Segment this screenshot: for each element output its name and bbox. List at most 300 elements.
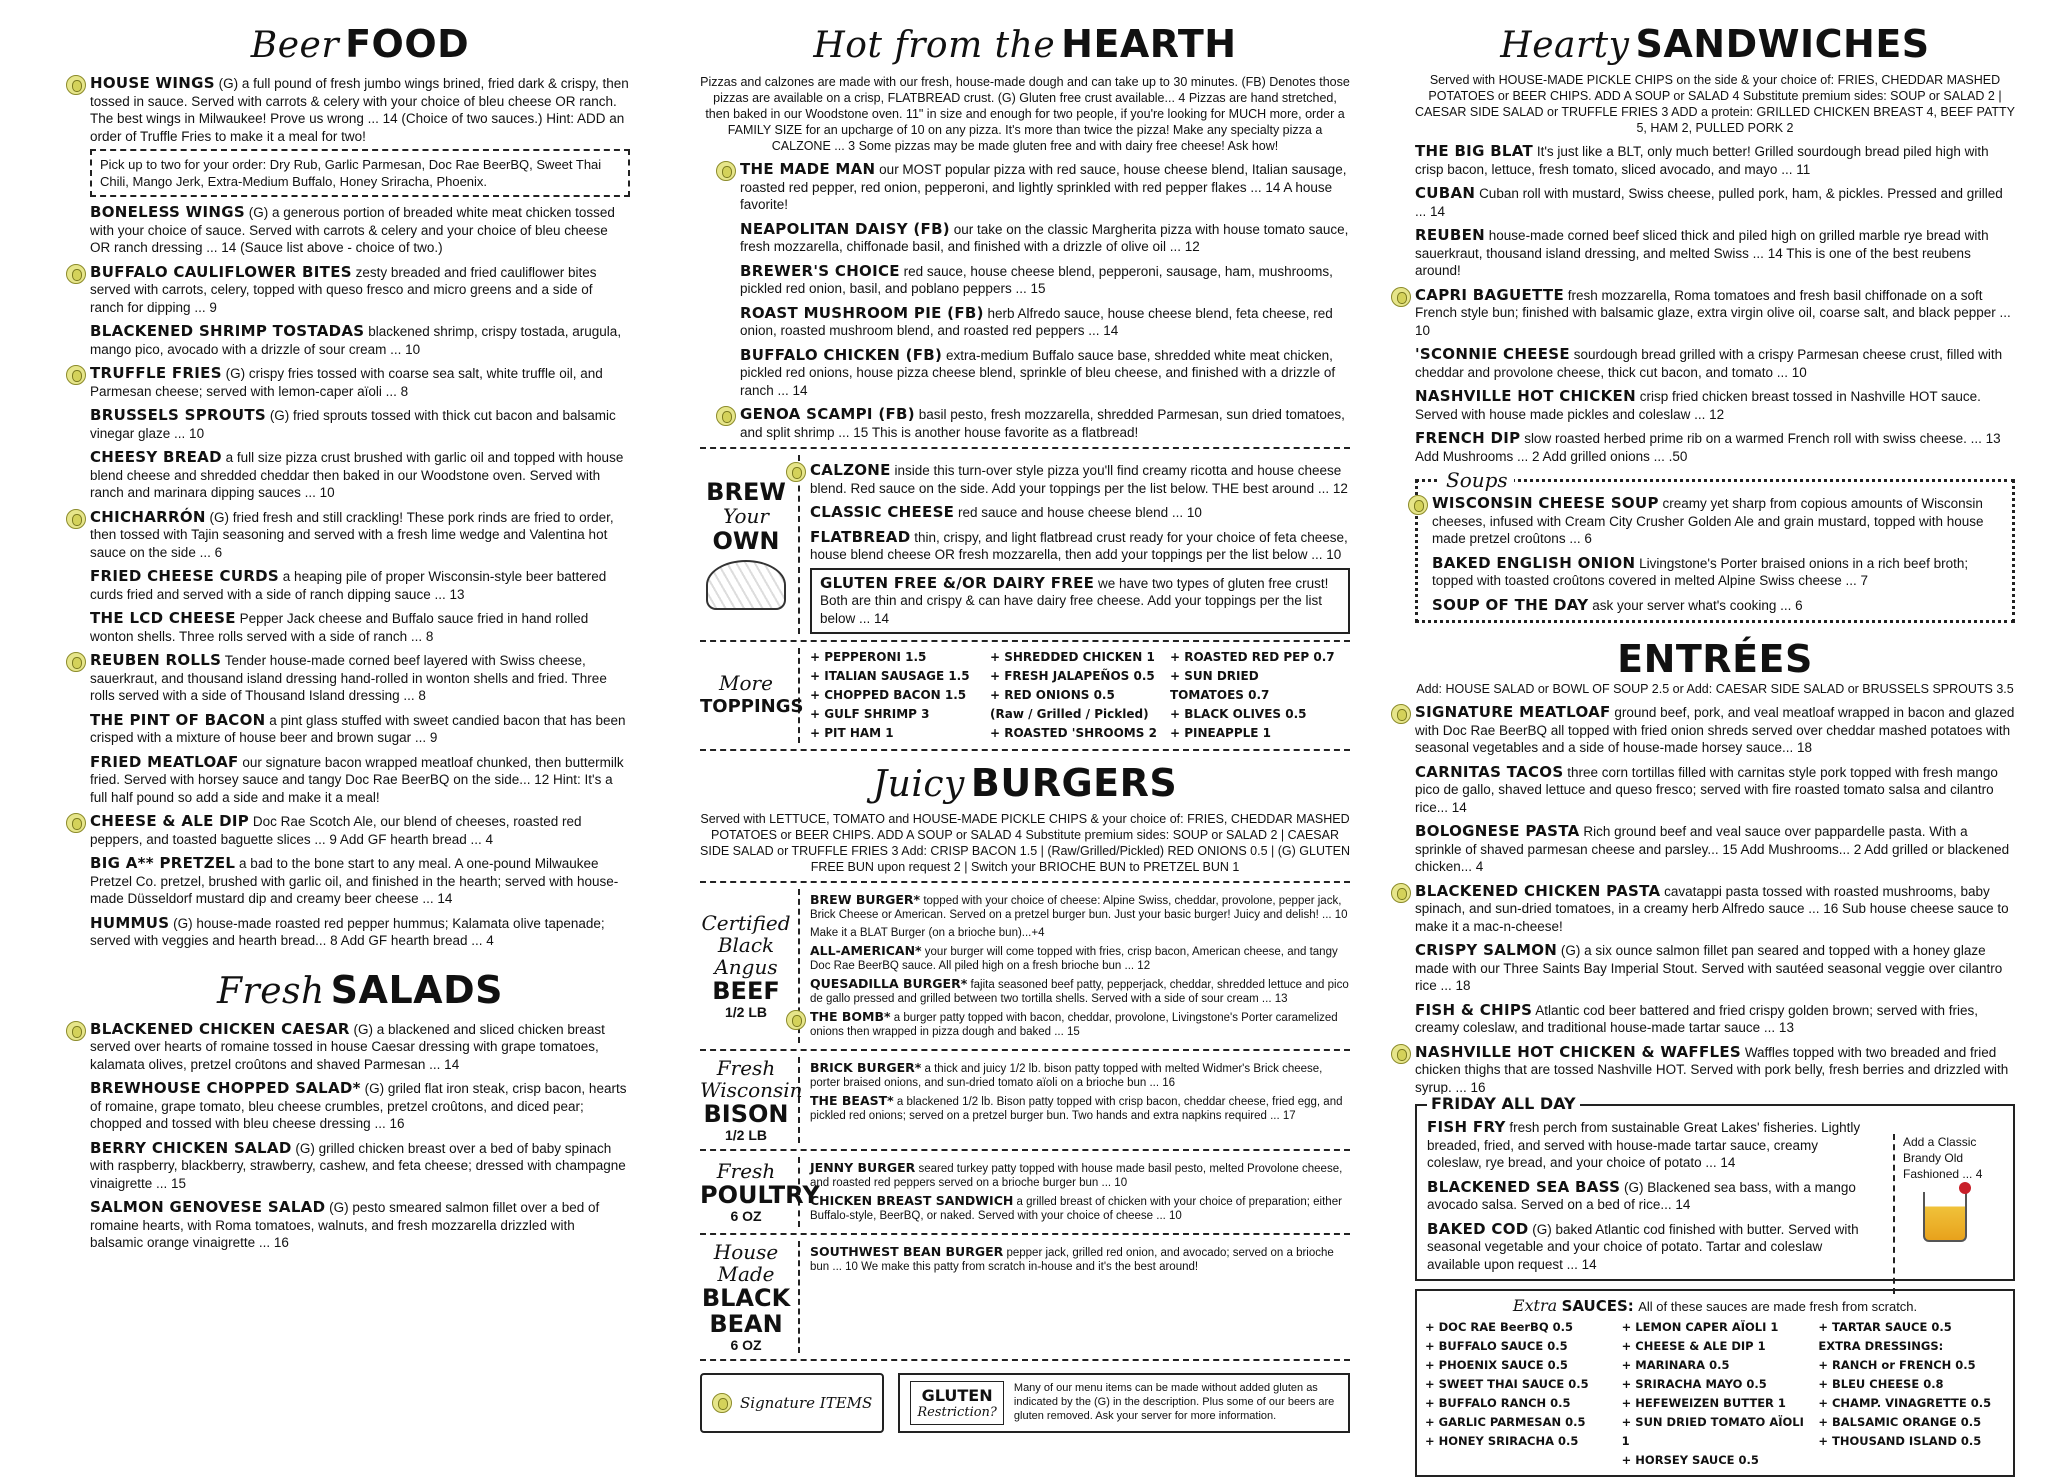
legend-row — [700, 1373, 1350, 1433]
menu-item-description: our take on the classic Margherita pizza with house tomato sauce, fresh mozzarella, chiffonade basil, and finished with a drizzle of olive oil ... 12 — [740, 221, 1349, 254]
byo-list — [810, 462, 1350, 564]
burger-group-items — [810, 1157, 1350, 1227]
menu-item — [90, 855, 630, 908]
burger-group-label-text: House Made — [713, 1240, 779, 1286]
menu-item-name: CHICKEN BREAST SANDWICH — [810, 1193, 1014, 1208]
menu-item-description: (G) griled flat iron steak, crisp bacon, hearts of romaine, grape tomato, bleu cheese crumbles, pretzel croûtons, and diced pear; chopped and tossed with bleu cheese dressing ... 16 — [90, 1081, 627, 1131]
menu-item-name: FRIED MEATLOAF — [90, 752, 239, 771]
menu-item-name: CAPRI BAGUETTE — [1415, 285, 1564, 304]
toppings-col — [810, 648, 990, 743]
menu-item-description: (G) fried sprouts tossed with thick cut bacon and balsamic vinegar glaze ... 10 — [90, 408, 616, 441]
menu-item-name: THE MADE MAN — [740, 160, 876, 178]
hearth-note: Pizzas and calzones are made with our fresh, house-made dough and can take up to 30 minutes. (FB) Denotes those pizzas are available on a crisp, FLATBREAD crust. (G) Gluten free crust available... 4 Pizzas are hand stretched, then baked in our Woodstone oven. 11" in size and enough for two people, if you're looking for MUCH more, order a FAMILY SIZE for an upcharge of 10 on any pizza. It's more than twice the pizza! Make any specialty pizza a CALZONE ... 3 Some pizzas may be made gluten free and with dairy free cheese! Ask how! — [700, 75, 1350, 153]
menu-item-description: creamy yet sharp from copious amounts of Wisconsin cheeses, infused with Cream City Crusher Golden Ale and grain mustard, topped with house made pretzel croûtons ... 6 — [1432, 496, 1984, 546]
menu-item — [90, 204, 630, 257]
menu-item-name: QUESADILLA BURGER* — [810, 976, 968, 991]
menu-item — [1415, 143, 2015, 178]
sandwiches-note: Served with HOUSE-MADE PICKLE CHIPS on the side & your choice of: FRIES, CHEDDAR MASHED POTATOES or BEER CHIPS. ADD A SOUP or SALAD 4 Substitute premium sides: SOUP or SALAD 2 | CAESAR SIDE SALAD or TRUFFLE FRIES 3 ADD a protein: GRILLED CHICKEN BREAST 4, BEEF PATTY 5, HAM 2, PULLED PORK 2 — [1415, 73, 2015, 135]
old-fashioned-addon: Add a Classic Brandy Old Fashioned ... 4 — [1893, 1134, 2003, 1294]
sauces-grid — [1425, 1318, 2005, 1470]
menu-item-description: fresh perch from sustainable Great Lakes' fisheries. Lightly breaded, fried, and served with house-made tartar sauce, creamy coleslaw, rye bread, and your choice of potato ... 14 — [1427, 1120, 1861, 1170]
menu-item-name: BREWER'S CHOICE — [740, 261, 900, 280]
menu-item-name: FISH & CHIPS — [1415, 1000, 1533, 1019]
menu-item-description: a heaping pile of proper Wisconsin-style beer battered curds fried and served with a side of ranch dipping sauce ... 13 — [90, 569, 607, 602]
burger-group — [700, 1057, 1350, 1143]
menu-item — [1415, 883, 2015, 936]
menu-item — [1415, 704, 2015, 757]
gluten-label: GLUTEN Restriction? — [910, 1381, 1004, 1425]
burgers-title: Juicy BURGERS — [872, 761, 1178, 805]
menu-item-description: fajita seasoned beef patty, pepperjack, cheddar, shredded lettuce and pico de gallo pressed and grilled between two tortilla shells. Served with a side of sour cream ... 13 — [810, 979, 1349, 1005]
topping-item: + RED ONIONS 0.5 — [990, 688, 1115, 702]
menu-item-name: NASHVILLE HOT CHICKEN & WAFFLES — [1415, 1042, 1742, 1061]
signature-legend: Signature ITEMS — [700, 1373, 884, 1433]
menu-item-name: NASHVILLE HOT CHICKEN — [1415, 387, 1636, 405]
menu-item — [740, 263, 1350, 298]
menu-item-description: Rich ground beef and veal sauce over pappardelle pasta. With a sprinkle of shaved parmesan cheese and parsley... 15 Add Mushrooms... 2 Add grilled or blackened chicken... 4 — [1415, 824, 2010, 874]
menu-item — [810, 977, 1350, 1006]
menu-item — [810, 1245, 1350, 1274]
menu-item-name: FRIED CHEESE CURDS — [90, 567, 280, 585]
menu-item-name: REUBEN ROLLS — [90, 651, 222, 669]
menu-item-description: pepper jack, grilled red onion, and avocado; served on a brioche bun ... 10 We make this patty from scratch in-house and it's the best around! — [810, 1247, 1334, 1273]
toppings-col — [1170, 648, 1350, 743]
sauces-box — [1415, 1289, 2015, 1477]
topping-item: + PEPPERONI 1.5 — [810, 650, 927, 664]
burger-group-label-text: Fresh — [716, 1056, 776, 1080]
menu-item-description: Make it a BLAT Burger (on a brioche bun)...+4 — [810, 927, 1045, 939]
burger-group-label-text: POULTRY — [700, 1181, 820, 1209]
menu-item-description: sourdough bread grilled with a crispy Parmesan cheese crust, filled with cheddar and provolone cheese, thick cut bacon, and tomato ... 10 — [1415, 347, 2003, 380]
menu-item-description: inside this turn-over style pizza you'll find creamy ricotta and house cheese blend. Red sauce on the side. Add your toppings per the list below. THE best around ... 12 — [810, 463, 1348, 496]
menu-item-description: a full size pizza crust brushed with garlic oil and topped with house blend cheese and shredded cheddar then baked in our Woodstone oven. Served with ranch and marinara dipping sauces ... 10 — [90, 450, 624, 500]
burger-group-items — [810, 1057, 1350, 1143]
menu-item — [810, 1161, 1350, 1190]
gluten-free-box: GLUTEN FREE &/OR DAIRY FREE we have two types of gluten free crust! Both are thin and crispy & can have dairy free cheese. Add your toppings per the list below ... 14 — [810, 568, 1350, 635]
sandwiches-list — [1415, 143, 2015, 465]
menu-item-description: (G) a blackened and sliced chicken breast served over hearts of romaine tossed in house Caesar dressing with grape tomatoes, kalamata olives, pretzel croûtons and shaved Parmesan ... 14 — [90, 1021, 605, 1072]
menu-item-name: BREWHOUSE CHOPPED SALAD* — [90, 1079, 361, 1097]
topping-item: + ROASTED RED PEP 0.7 — [1170, 650, 1335, 664]
menu-item-description: (G) Blackened sea bass, with a mango avocado salsa. Served on a bed of rice... 14 — [1427, 1179, 1856, 1212]
menu-item-description: a blackened 1/2 lb. Bison patty topped with crisp bacon, cheddar cheese, fried egg, and pickled red onions; served on a pretzel burger bun. Two hands and extra napkins required ... 17 — [810, 1096, 1343, 1122]
beer-food-title: Beer FOOD — [250, 22, 470, 66]
sauce-item: + THOUSAND ISLAND 0.5 — [1818, 1434, 1982, 1448]
cocktail-glass-icon — [1923, 1192, 1967, 1242]
hop-icon — [66, 509, 86, 529]
burger-group-label-text: 1/2 LB — [724, 1127, 767, 1143]
menu-item-name: CRISPY SALMON — [1415, 941, 1558, 959]
soups-box: Soups WISCONSIN CHEESE SOUP creamy yet sharp from copious amounts of Wisconsin cheeses, infused with Cream City Crusher Golden Ale and grain mustard, topped with house made pretzel croûtons ... 6 BAKED ENGLISH ONION Livingstone's Porter braised onions in a rich beef broth; topped with toasted croûtons covered in melted Alpine Swiss cheese ... 7 SOUP OF THE DAY ask your server what's cooking ... 6 — [1415, 479, 2015, 623]
menu-item-description: your burger will come topped with fries, crisp bacon, American cheese, and tangy Doc Rae BeerBQ sauce. All piled high on a fresh brioche bun ... 12 — [810, 946, 1338, 972]
menu-item-name: BUFFALO CHICKEN (FB) — [740, 345, 943, 364]
burger-group-label — [700, 1241, 800, 1353]
sauce-item: EXTRA DRESSINGS: — [1818, 1339, 1944, 1353]
menu-item-name: ALL-AMERICAN* — [810, 943, 922, 958]
menu-item — [810, 893, 1350, 922]
menu-item — [1415, 823, 2015, 876]
column-beer-food — [90, 0, 630, 1325]
menu-item — [90, 1199, 630, 1252]
menu-item — [90, 449, 630, 502]
menu-item-description: red sauce and house cheese blend ... 10 — [958, 505, 1202, 520]
hop-icon — [66, 75, 86, 95]
menu-item-name: CHICHARRÓN — [90, 507, 206, 526]
menu-item — [740, 161, 1350, 214]
burger-group-label-text: BISON — [703, 1100, 789, 1128]
salads-title: Fresh SALADS — [217, 967, 503, 1012]
menu-item-name: BOLOGNESE PASTA — [1415, 822, 1580, 840]
burger-group-label-text: 6 OZ — [730, 1208, 762, 1224]
menu-item-description: (G) house-made roasted red pepper hummus; Kalamata olive tapenade; served with veggies and hearth bread... 8 Add GF hearth bread ... 4 — [90, 915, 605, 948]
menu-item — [1427, 1119, 1873, 1172]
menu-item — [90, 509, 630, 562]
topping-item: + PIT HAM 1 — [810, 726, 894, 740]
menu-item — [810, 529, 1350, 564]
menu-item — [90, 915, 630, 950]
burgers-note: Served with LETTUCE, TOMATO and HOUSE-MADE PICKLE CHIPS & your choice of: FRIES, CHEDDAR MASHED POTATOES or BEER CHIPS. ADD A SOUP or SALAD 4 Substitute premium sides: SOUP or SALAD 2 | CAESAR SIDE SALAD or TRUFFLE FRIES 3 Add: CRISP BACON 1.5 | (Raw/Grilled/Pickled) RED ONIONS 0.5 | (G) GLUTEN FREE BUN upon request 2 | Switch your BRIOCHE BUN to PRETZEL BUN 1 — [700, 812, 1350, 874]
menu-item-name: BONELESS WINGS — [90, 203, 245, 221]
menu-item-description: a thick and juicy 1/2 lb. bison patty topped with melted Widmer's Brick cheese, porter braised onions, and sun-dried tomato aïoli on a brioche bun ... 16 — [810, 1063, 1323, 1089]
burger-group-label — [700, 1056, 803, 1143]
menu-item-description: herb Alfredo sauce, house cheese blend, feta cheese, red onion, roasted mushroom blend, and roasted red peppers ... 14 — [740, 305, 1333, 338]
menu-item-description: extra-medium Buffalo sauce base, shredded white meat chicken, pickled red onions, house pizza cheese blend, sprinkle of bleu cheese, and finished with a drizzle of ranch ... 14 — [740, 347, 1336, 398]
burger-group-label-text: Fresh — [716, 1159, 776, 1183]
beer-food-list — [90, 75, 630, 950]
hearth-list — [700, 161, 1350, 441]
sandwiches-title: Hearty SANDWICHES — [1500, 22, 1930, 66]
hop-icon — [712, 1393, 732, 1413]
menu-item-name: BIG A** PRETZEL — [90, 854, 236, 872]
menu-item-description: basil pesto, fresh mozzarella, shredded Parmesan, sun dried tomatoes, and split shrimp ... 15 This is another house favorite as a flatbread! — [740, 407, 1345, 440]
sauce-item: + SRIRACHA MAYO 0.5 — [1621, 1377, 1767, 1391]
menu-item-name: SOUTHWEST BEAN BURGER — [810, 1244, 1004, 1259]
topping-item: + CHOPPED BACON 1.5 — [810, 688, 967, 702]
menu-item — [1432, 555, 2002, 590]
entrees-list — [1415, 704, 2015, 1096]
menu-item-name: CLASSIC CHEESE — [810, 503, 955, 521]
toppings-grid — [810, 648, 1350, 743]
menu-item-description: a burger patty topped with bacon, cheddar, provolone, Livingstone's Porter caramelized onions then wrapped in pizza dough and baked ... 15 — [810, 1012, 1338, 1038]
toppings-section — [700, 648, 1350, 743]
cherry-icon — [1959, 1182, 1971, 1194]
menu-item — [810, 504, 1350, 522]
menu-item-name: BLACKENED SEA BASS — [1427, 1177, 1621, 1196]
menu-item — [90, 652, 630, 705]
menu-item-name: BLACKENED CHICKEN PASTA — [1415, 881, 1661, 900]
menu-item-description: Pick up to two for your order: Dry Rub, Garlic Parmesan, Doc Rae BeerBQ, Sweet Thai Chili, Mango Jerk, Extra-Medium Buffalo, Honey Sriracha, Phoenix. — [100, 157, 602, 189]
burger-group-items — [810, 889, 1350, 1043]
byo-label: BREW Your OWN — [700, 455, 800, 634]
menu-item — [1432, 597, 2002, 615]
menu-item-description: (G) a full pound of fresh jumbo wings brined, fried dark & crispy, then tossed in sauce. Served with carrots & celery with your choice of bleu cheese OR ranch. The best wings in Milwaukee! Prove us wrong ... 14 (Choice of two sauces.) Hint: ADD an order of Truffle Fries to make it a meal for two! — [90, 76, 629, 144]
menu-item-name: CHEESY BREAD — [90, 448, 222, 466]
menu-item-description: our signature bacon wrapped meatloaf chunked, then buttermilk fried. Served with horsey sauce and tangy Doc Rae BeerBQ on the side... 12 Hint: It's a full half pound so add a side and make it a meal! — [90, 754, 624, 805]
divider — [700, 1049, 1350, 1051]
menu-item — [1415, 227, 2015, 280]
menu-item-description: fresh mozzarella, Roma tomatoes and fresh basil chiffonade on a soft French style bun; finished with balsamic glaze, extra virgin olive oil, coarse salt, and black pepper ... 10 — [1415, 287, 2011, 338]
menu-item — [740, 221, 1350, 256]
menu-item-name: ROAST MUSHROOM PIE (FB) — [740, 303, 984, 322]
menu-item — [90, 75, 630, 145]
sauce-item: + BLEU CHEESE 0.8 — [1818, 1377, 1944, 1391]
salads-list — [90, 1021, 630, 1252]
sauces-col — [1425, 1318, 1612, 1470]
menu-item-description: Waffles topped with two breaded and fried chicken thighs that are tossed Nashville HOT. Served with pork belly, fresh berries and drizzled with syrup. ... 16 — [1415, 1044, 2009, 1095]
hop-icon — [1408, 495, 1428, 515]
burger-group — [700, 889, 1350, 1043]
menu-item — [90, 264, 630, 317]
menu-item — [90, 1080, 630, 1133]
sauce-item: + SUN DRIED TOMATO AÏOLI 1 — [1621, 1415, 1804, 1448]
menu-item-description: seared turkey patty topped with house made basil pesto, melted Provolone cheese, and roasted red peppers served on a brioche burger bun ... 10 — [810, 1163, 1343, 1189]
menu-item-description: Livingstone's Porter braised onions in a rich beef broth; topped with toasted croûtons covered in melted Alpine Swiss cheese ... 7 — [1432, 555, 1969, 588]
menu-item-description: ask your server what's cooking ... 6 — [1592, 597, 1803, 613]
burger-group-label-text: BLACK BEAN — [701, 1284, 791, 1338]
hop-icon — [66, 1021, 86, 1041]
sauce-item: + BALSAMIC ORANGE 0.5 — [1818, 1415, 1982, 1429]
menu-item-description: Tender house-made corned beef layered with Swiss cheese, sauerkraut, and thousand island dressing hand-rolled in wonton shells and fried. Three rolls served with a side of Thousand Island dressing ... 8 — [90, 653, 607, 703]
menu-item — [810, 926, 1350, 940]
sauce-item: + LEMON CAPER AÏOLI 1 — [1621, 1320, 1779, 1334]
menu-item-description: thin, crispy, and light flatbread crust ready for your choice of feta cheese, house blend cheese OR fresh mozzarella, then add your toppings per the list below ... 10 — [810, 529, 1348, 562]
toppings-col — [990, 648, 1170, 743]
menu-item-name: BERRY CHICKEN SALAD — [90, 1138, 292, 1157]
sauce-item: + HORSEY SAUCE 0.5 — [1621, 1453, 1759, 1467]
menu-item-name: BRUSSELS SPROUTS — [90, 406, 267, 424]
menu-item-name: JENNY BURGER — [810, 1160, 916, 1175]
menu-item — [90, 754, 630, 807]
burger-group — [700, 1157, 1350, 1227]
divider — [700, 1149, 1350, 1151]
menu-item-description: (G) baked Atlantic cod finished with butter. Served with seasonal vegetable and your choice of potato. Tartar and coleslaw available upon request ... 14 — [1427, 1221, 1859, 1272]
menu-item-name: CARNITAS TACOS — [1415, 762, 1564, 781]
menu-item-name: BREW BURGER* — [810, 892, 921, 907]
sauce-item: + BUFFALO SAUCE 0.5 — [1425, 1339, 1568, 1353]
sauce-item: + TARTAR SAUCE 0.5 — [1818, 1320, 1952, 1334]
sauce-item: + MARINARA 0.5 — [1621, 1358, 1730, 1372]
hop-icon — [66, 264, 86, 284]
menu-item-name: BLACKENED SHRIMP TOSTADAS — [90, 322, 365, 340]
menu-item-description: blackened shrimp, crispy tostada, arugula, mango pico, avocado with a drizzle of sour cream ... 10 — [90, 324, 622, 357]
menu-item-name: FLATBREAD — [810, 527, 911, 546]
menu-item — [810, 1094, 1350, 1123]
burger-group-label-text: Certified Black Angus — [701, 911, 791, 979]
sauce-item: + HONEY SRIRACHA 0.5 — [1425, 1434, 1579, 1448]
menu-item — [810, 1194, 1350, 1223]
sauces-col — [1622, 1318, 1809, 1470]
hop-icon — [786, 462, 806, 482]
entrees-note: Add: HOUSE SALAD or BOWL OF SOUP 2.5 or Add: CAESAR SIDE SALAD or BRUSSELS SPROUTS 3.5 — [1416, 682, 2014, 696]
menu-item-name: THE PINT OF BACON — [90, 710, 266, 729]
menu-item — [1432, 495, 2002, 548]
entrees-title: ENTRÉES — [1617, 637, 1813, 681]
topping-item: + ITALIAN SAUSAGE 1.5 — [810, 669, 970, 683]
menu-item-description: zesty breaded and fried cauliflower bites served with carrots, celery, topped with queso fresco and micro greens and a side of ranch for dipping ... 9 — [90, 264, 597, 315]
menu-item — [810, 462, 1350, 497]
byo-section — [700, 455, 1350, 634]
menu-item-description: slow roasted herbed prime rib on a warmed French roll with swiss cheese. ... 13 Add Mushrooms ... 2 Add grilled onions ... .50 — [1415, 431, 2001, 464]
menu-item — [1415, 942, 2015, 995]
menu-item-name: BAKED COD — [1427, 1219, 1529, 1238]
sauce-item: + PHOENIX SAUCE 0.5 — [1425, 1358, 1568, 1372]
sauce-choice-box — [90, 149, 630, 197]
menu-item-name: BUFFALO CAULIFLOWER BITES — [90, 262, 352, 281]
hop-icon — [1391, 704, 1411, 724]
hop-icon — [66, 652, 86, 672]
topping-item: + FRESH JALAPEÑOS 0.5 — [990, 669, 1155, 683]
menu-item-name: BRICK BURGER* — [810, 1060, 922, 1075]
menu-item — [1415, 430, 2015, 465]
burger-group-label-text: Wisconsin — [700, 1078, 803, 1102]
sauce-item: + RANCH or FRENCH 0.5 — [1818, 1358, 1976, 1372]
menu-item — [90, 610, 630, 645]
menu-item — [90, 813, 630, 848]
menu-item-description: crisp fried chicken breast tossed in Nashville HOT sauce. Served with house made pickles and coleslaw ... 12 — [1415, 389, 1981, 422]
menu-item-description: our MOST popular pizza with red sauce, house cheese blend, Italian sausage, roasted red pepper, red onion, pepperoni, and lightly sprinkled with red pepper flakes ... 14 A house favorite! — [740, 162, 1347, 212]
menu-item — [1415, 764, 2015, 817]
menu-item-name: HOUSE WINGS — [90, 74, 215, 92]
menu-item — [1415, 388, 2015, 423]
menu-item-name: THE LCD CHEESE — [90, 609, 236, 627]
menu-item-name: CALZONE — [810, 461, 891, 479]
hop-icon — [1391, 883, 1411, 903]
menu-item — [1415, 1002, 2015, 1037]
menu-item-description: (G) fried fresh and still crackling! These pork rinds are fried to order, then tossed with Tajin seasoning and served with a fresh lime wedge and Valentina hot sauce on the side ... 6 — [90, 509, 614, 560]
menu-item — [810, 944, 1350, 973]
menu-item-name: REUBEN — [1415, 226, 1486, 244]
menu-item — [90, 568, 630, 603]
menu-item — [90, 1140, 630, 1193]
burger-group — [700, 1241, 1350, 1353]
menu-item-name: THE BOMB* — [810, 1009, 891, 1024]
menu-item-name: THE BEAST* — [810, 1093, 894, 1108]
menu-item — [810, 1061, 1350, 1090]
menu-item — [90, 365, 630, 400]
hop-icon — [1391, 287, 1411, 307]
divider — [700, 881, 1350, 883]
topping-item: + PINEAPPLE 1 — [1170, 726, 1271, 740]
topping-item: (Raw / Grilled / Pickled) — [990, 707, 1149, 721]
topping-item: + BLACK OLIVES 0.5 — [1170, 707, 1307, 721]
menu-item-description: (G) a generous portion of breaded white meat chicken tossed with your choice of sauce. Served with carrots & celery and your choice of bleu cheese OR ranch dressing ... 14 (Sauce list above - choice of two.) — [90, 205, 615, 255]
menu-item-description: house-made corned beef sliced thick and piled high on grilled marble rye bread with sauerkraut, thousand island dressing, and melted Swiss ... 14 This is one of the best reubens around! — [1415, 228, 1989, 278]
menu-item-name: BAKED ENGLISH ONION — [1432, 553, 1636, 572]
sauce-item: + CHAMP. VINAGRETTE 0.5 — [1818, 1396, 1992, 1410]
menu-item — [90, 323, 630, 358]
menu-item-name: FRENCH DIP — [1415, 429, 1521, 447]
menu-item-description: a grilled breast of chicken with your choice of preparation; either Buffalo-style, BeerBQ, or naked. Served with your choice of cheese ... 10 — [810, 1196, 1342, 1222]
menu-item — [740, 347, 1350, 400]
menu-item-name: FISH FRY — [1427, 1118, 1506, 1136]
burger-group-label-text: BEEF — [712, 977, 780, 1005]
hop-icon — [716, 406, 736, 426]
menu-item-name: SIGNATURE MEATLOAF — [1415, 703, 1611, 721]
column-hearth-burgers — [700, 0, 1350, 1422]
menu-item-description: a bad to the bone start to any meal. A one-pound Milwaukee Pretzel Co. pretzel, brushed with garlic oil, and finished in the hearth; served with house-made Düsseldorf mustard dip and creamy beer cheese ... 14 — [90, 856, 619, 906]
menu-item-description: (G) grilled chicken breast over a bed of baby spinach with raspberry, blackberry, strawberry, cashew, and feta cheese; dressed with champagne vinaigrette ... 15 — [90, 1140, 626, 1191]
menu-item-name: NEAPOLITAN DAISY (FB) — [740, 219, 950, 238]
menu-item-description: Doc Rae Scotch Ale, our blend of cheeses, roasted red peppers, and toasted baguette slices ... 9 Add GF hearth bread ... 4 — [90, 814, 582, 847]
hop-icon — [786, 1010, 806, 1030]
menu-item — [1427, 1179, 1873, 1214]
topping-item: + ROASTED 'SHROOMS 2 — [990, 726, 1157, 740]
hop-icon — [716, 161, 736, 181]
burger-group-label-text: 6 OZ — [730, 1337, 762, 1353]
sauce-item: + CHEESE & ALE DIP 1 — [1621, 1339, 1766, 1353]
sauce-item: + DOC RAE BeerBQ 0.5 — [1425, 1320, 1573, 1334]
menu-item-name: SOUP OF THE DAY — [1432, 595, 1589, 614]
burger-group-label — [700, 1157, 820, 1227]
gluten-restriction-box: GLUTEN Restriction? Many of our menu items can be made without added gluten as indicated by the (G) in the description. Plus some of our beers are gluten removed. Ask your server for more information. — [898, 1373, 1350, 1433]
topping-item: + SUN DRIED — [1170, 669, 1259, 683]
menu-item — [1415, 185, 2015, 220]
menu-item-description: ground beef, pork, and veal meatloaf wrapped in bacon and glazed with Doc Rae BeerBQ all topped with fried onion shreds served over cheddar mashed potatoes with seasonal vegetables and a side of house-made horsey sauce... 18 — [1415, 705, 2015, 755]
hop-icon — [1391, 1044, 1411, 1064]
menu-item-description: red sauce, house cheese blend, pepperoni, sausage, ham, mushrooms, pickled red onion, basil, and poblano peppers ... 15 — [740, 263, 1333, 296]
sauce-item: + GARLIC PARMESAN 0.5 — [1425, 1415, 1586, 1429]
menu-item-name: BLACKENED CHICKEN CAESAR — [90, 1019, 350, 1038]
divider — [700, 640, 1350, 642]
menu-item-description: a pint glass stuffed with sweet candied bacon that has been crisped with a mixture of house beer and brown sugar ... 9 — [90, 712, 626, 745]
menu-item — [90, 712, 630, 747]
menu-item-description: (G) a six ounce salmon fillet pan seared and topped with a honey glaze made with our Three Saints Bay Imperial Stout. Served with sautéed seasonal veggie over cilantro rice ... 18 — [1415, 943, 2003, 993]
menu-item-name: HUMMUS — [90, 913, 170, 932]
toppings-label: More TOPPINGS — [700, 648, 800, 743]
menu-item-name: GENOA SCAMPI (FB) — [740, 405, 915, 423]
hop-icon — [66, 365, 86, 385]
soups-list — [1432, 495, 2002, 614]
menu-item — [1415, 1044, 2015, 1097]
hearth-title: Hot from the HEARTH — [813, 22, 1237, 66]
burger-groups — [700, 889, 1350, 1361]
menu-item — [740, 406, 1350, 441]
menu-item-description: topped with your choice of cheese: Alpine Swiss, cheddar, provolone, pepper jack, Brick Cheese or American. Served on a pretzel burger bun. Just your basic burger! Juicy and delish! ... 10 — [810, 895, 1348, 921]
sauces-title: Extra SAUCES: All of these sauces are made fresh from scratch. — [1512, 1296, 1918, 1315]
sauce-item: + SWEET THAI SAUCE 0.5 — [1425, 1377, 1589, 1391]
hop-icon — [66, 813, 86, 833]
sauce-item: + BUFFALO RANCH 0.5 — [1425, 1396, 1571, 1410]
menu-item-description: (G) crispy fries tossed with coarse sea salt, white truffle oil, and Parmesan cheese; served with lemon-caper aïoli ... 8 — [90, 366, 603, 399]
burger-group-label — [700, 889, 800, 1043]
menu-item — [740, 305, 1350, 340]
menu-item-name: WISCONSIN CHEESE SOUP — [1432, 494, 1659, 512]
divider — [700, 447, 1350, 449]
menu-item-description: three corn tortillas filled with carnitas style pork topped with fresh mango pico de gallo, shaved lettuce and queso fresco; served with fire roasted tomato salsa and cilantro rice... 14 — [1415, 764, 1998, 815]
menu-item — [1427, 1221, 1873, 1274]
menu-item-name: THE BIG BLAT — [1415, 142, 1534, 160]
burger-group-items — [810, 1241, 1350, 1353]
calzone-icon — [706, 560, 786, 610]
menu-item — [1415, 346, 2015, 381]
menu-item — [90, 407, 630, 442]
menu-item-description: cavatappi pasta tossed with roasted mushrooms, baby spinach, and sun-dried tomatoes, in a creamy herb Alfredo sauce ... 16 Sub house cheese sauce to make it a mac-n-cheese! — [1415, 883, 2009, 934]
menu-item — [90, 1021, 630, 1074]
column-sandwiches-entrees — [1415, 0, 2015, 1467]
divider — [700, 749, 1350, 751]
topping-item: + GULF SHRIMP 3 — [810, 707, 930, 721]
menu-item-description: Pepper Jack cheese and Buffalo sauce fried in hand rolled wonton shells. Three rolls served with a side of ranch ... 8 — [90, 611, 589, 644]
burger-group-label-text: 1/2 LB — [724, 1004, 767, 1020]
menu-item — [1415, 287, 2015, 340]
menu-item-name: CUBAN — [1415, 184, 1476, 202]
menu-item-description: It's just like a BLT, only much better! Grilled sourdough bread piled high with crisp bacon, lettuce, fresh tomato, sliced avocado, and mayo ... 11 — [1415, 144, 1989, 177]
topping-item: + SHREDDED CHICKEN 1 — [990, 650, 1155, 664]
sauces-col — [1818, 1318, 2005, 1470]
sauce-item: + HEFEWEIZEN BUTTER 1 — [1621, 1396, 1786, 1410]
menu-item-name: CHEESE & ALE DIP — [90, 812, 250, 830]
menu-item-name: 'SCONNIE CHEESE — [1415, 345, 1570, 363]
